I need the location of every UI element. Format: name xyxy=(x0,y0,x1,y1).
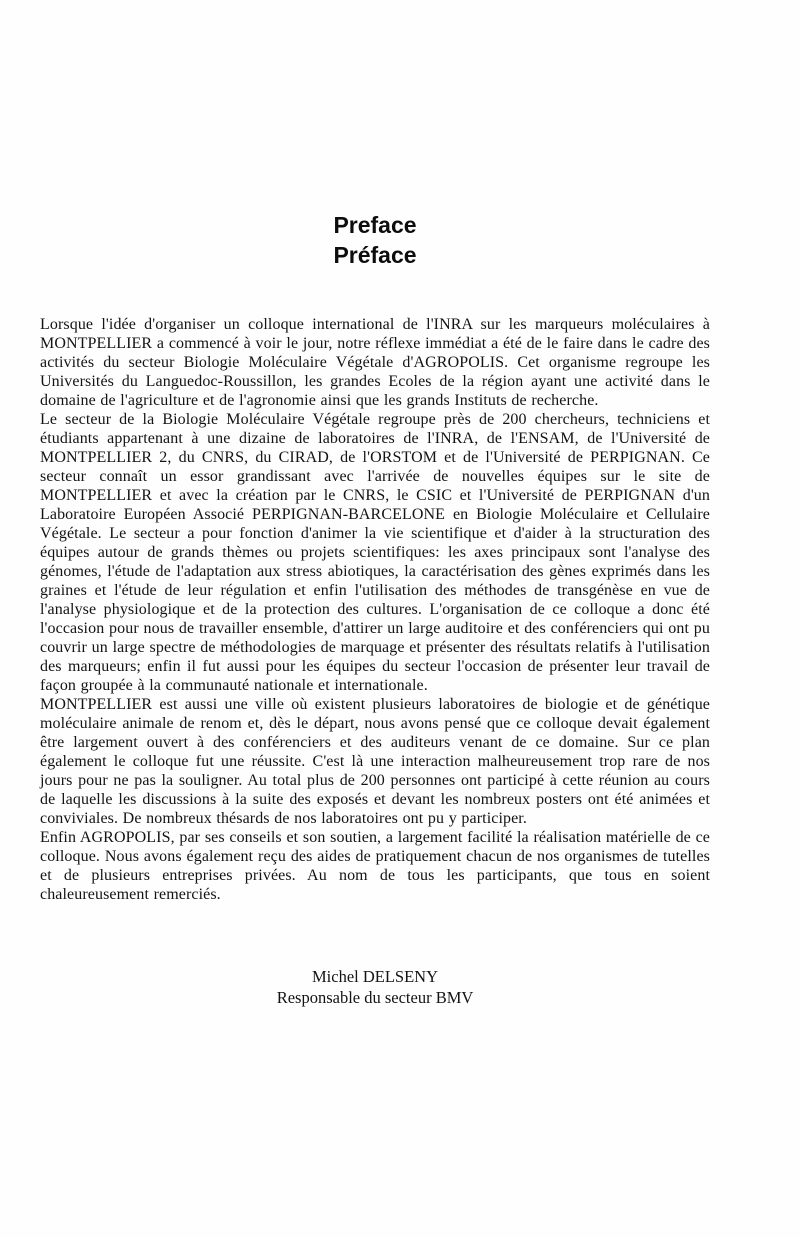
preface-paragraph-1: Lorsque l'idée d'organiser un colloque international de l'INRA sur les marqueurs moléculaires à MONTPELLIER a commencé à voir le jour, notre réflexe immédiat a été de le faire dans le cadre des activités du secteur Biologie Moléculaire Végétale d'AGROPOLIS. Cet organisme regroupe les Universités du Languedoc-Roussillon, les grandes Ecoles de la région ayant une activité dans le domaine de l'agriculture et de l'agronomie ainsi que les grands Instituts de recherche. xyxy=(40,316,710,409)
signature-block xyxy=(40,966,710,1008)
preface-paragraph-3: MONTPELLIER est aussi une ville où existent plusieurs laboratoires de biologie et de génétique moléculaire animale de renom et, dès le départ, nous avons pensé que ce colloque devait également être largement ouvert à des conférenciers et des auditeurs venant de ce domaine. Sur ce plan également le colloque fut une réussite. C'est là une interaction malheureusement trop rare de nos jours pour ne pas la souligner. Au total plus de 200 personnes ont participé à cette réunion au cours de laquelle les discussions à la suite des exposés et devant les nombreux posters ont été animées et conviviales. De nombreux thésards de nos laboratoires ont pu y participer. xyxy=(40,696,710,827)
title-english: Preface xyxy=(333,212,417,238)
preface-paragraph-2: Le secteur de la Biologie Moléculaire Végétale regroupe près de 200 chercheurs, techniciens et étudiants appartenant à une dizaine de laboratoires de l'INRA, de l'ENSAM, de l'Université de MONTPELLIER 2, du CNRS, du CIRAD, de l'ORSTOM et de l'Université de PERPIGNAN. Ce secteur connaît un essor grandissant avec l'arrivée de nouvelles équipes sur le site de MONTPELLIER et avec la création par le CNRS, le CSIC et l'Université de PERPIGNAN d'un Laboratoire Européen Associé PERPIGNAN-BARCELONE en Biologie Moléculaire et Cellulaire Végétale. Le secteur a pour fonction d'animer la vie scientifique et d'aider à la structuration des équipes autour de grands thèmes ou projets scientifiques: les axes principaux sont l'analyse des génomes, l'étude de l'adaptation aux stress abiotiques, la caractérisation des gènes exprimés dans les graines et l'étude de leur régulation et enfin l'utilisation des méthodes de transgénèse en vue de l'analyse physiologique et de la protection des cultures. L'organisation de ce colloque a donc été l'occasion pour nous de travailler ensemble, d'attirer un large auditoire et des conférenciers qui ont pu couvrir un large spectre de méthodologies de marquage et présenter des résultats relatifs à l'utilisation des marqueurs; enfin il fut aussi pour les équipes du secteur l'occasion de présenter leur travail de façon groupée à la communauté nationale et internationale. xyxy=(40,411,710,694)
signature-role: Responsable du secteur BMV xyxy=(276,988,474,1007)
page-content xyxy=(40,210,710,1008)
preface-body xyxy=(40,315,710,904)
page-title xyxy=(40,210,710,270)
preface-paragraph-4: Enfin AGROPOLIS, par ses conseils et son soutien, a largement facilité la réalisation matérielle de ce colloque. Nous avons également reçu des aides de pratiquement chacun de nos organismes de tutelles et de plusieurs entreprises privées. Au nom de tous les participants, que tous en soient chaleureusement remerciés. xyxy=(40,829,710,903)
title-french: Préface xyxy=(333,242,417,268)
signature-name: Michel DELSENY xyxy=(311,967,439,986)
